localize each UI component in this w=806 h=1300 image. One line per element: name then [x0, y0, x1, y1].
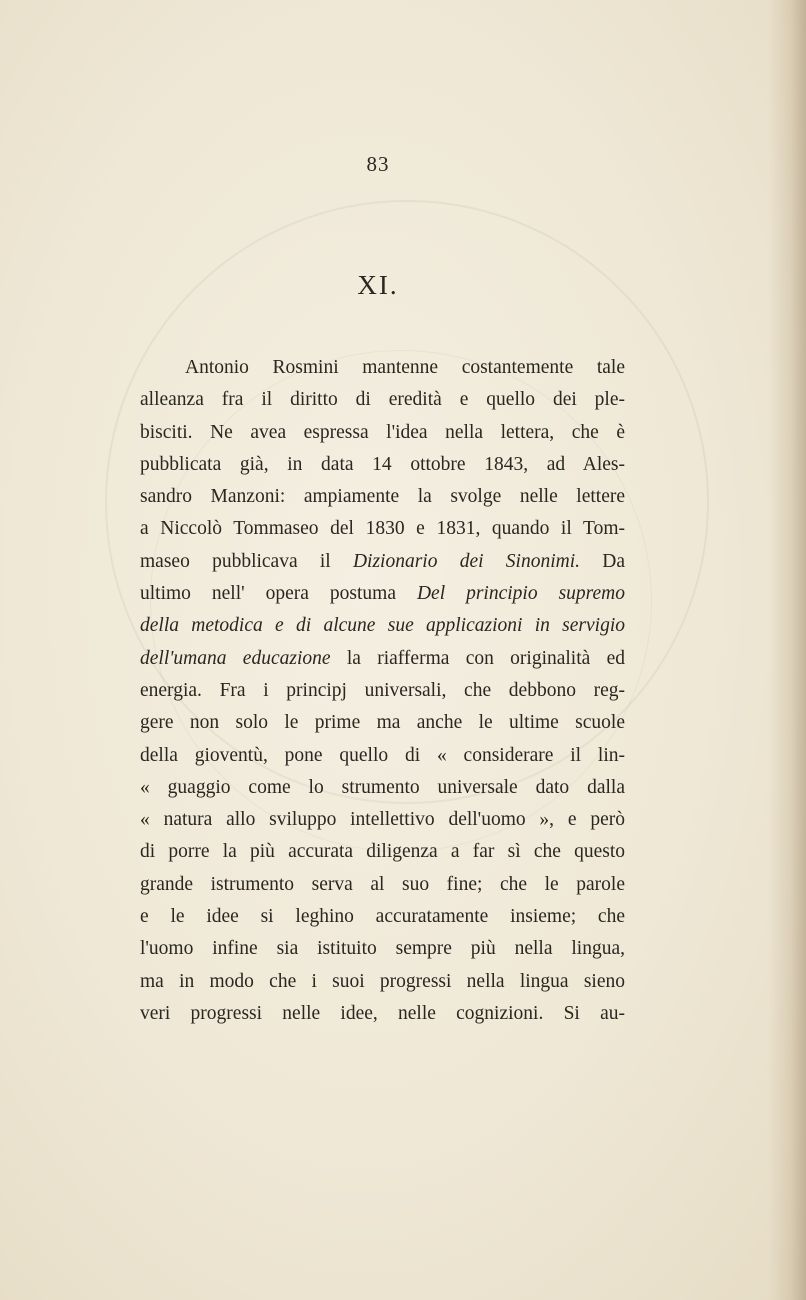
text-span: Da	[602, 550, 625, 572]
text-line: pubblicata già, in data 14 ottobre 1843, ad Ales-	[140, 453, 625, 475]
text-line	[140, 578, 625, 610]
text-span: maseo pubblicava il	[140, 550, 331, 572]
text-line: gere non solo le prime ma anche le ultime scuole	[140, 712, 625, 734]
body-text	[140, 352, 625, 1030]
text-line: energia. Fra i principj universali, che debbono reg-	[140, 679, 625, 701]
text-line: ma in modo che i suoi progressi nella lingua sieno	[140, 970, 625, 992]
text-line: l'uomo infine sia istituito sempre più nella lingua,	[140, 938, 625, 960]
text-span: ultimo nell' opera postuma	[140, 583, 396, 605]
italic-title: Del principio supremo	[416, 583, 626, 605]
text-line: Antonio Rosmini mantenne costantemente tale	[185, 357, 625, 378]
text-line: della gioventù, pone quello di « considerare il lin-	[140, 744, 625, 766]
text-line: « natura allo sviluppo intellettivo dell'uomo », e però	[140, 809, 625, 831]
chapter-heading: XI.	[357, 270, 399, 300]
text-line: alleanza fra il diritto di eredità e quello dei ple-	[140, 389, 625, 411]
page-edge-shadow	[768, 0, 806, 1300]
text-line: bisciti. Ne avea espressa l'idea nella lettera, che è	[140, 421, 625, 443]
text-line: « guaggio come lo strumento universale dato dalla	[140, 776, 625, 798]
text-line: a Niccolò Tommaseo del 1830 e 1831, quando il Tom-	[140, 518, 625, 540]
text-line: di porre la più accurata diligenza a far sì che questo	[140, 841, 625, 863]
text-span: la riafferma con originalità ed	[346, 647, 626, 669]
text-line: grande istrumento serva al suo fine; che le parole	[140, 873, 625, 895]
text-line: e le idee si leghino accuratamente insieme; che	[140, 906, 625, 928]
text-line: sandro Manzoni: ampiamente la svolge nelle lettere	[140, 486, 625, 508]
italic-title: Dizionario dei Sinonimi.	[352, 550, 580, 572]
text-line	[140, 643, 625, 675]
text-line: veri progressi nelle idee, nelle cognizioni. Si au-	[140, 1002, 625, 1024]
text-line	[140, 546, 625, 578]
text-line: della metodica e di alcune sue applicazioni in servigio	[140, 615, 625, 637]
page-number: 83	[366, 152, 390, 176]
italic-title: dell'umana educazione	[140, 647, 331, 669]
